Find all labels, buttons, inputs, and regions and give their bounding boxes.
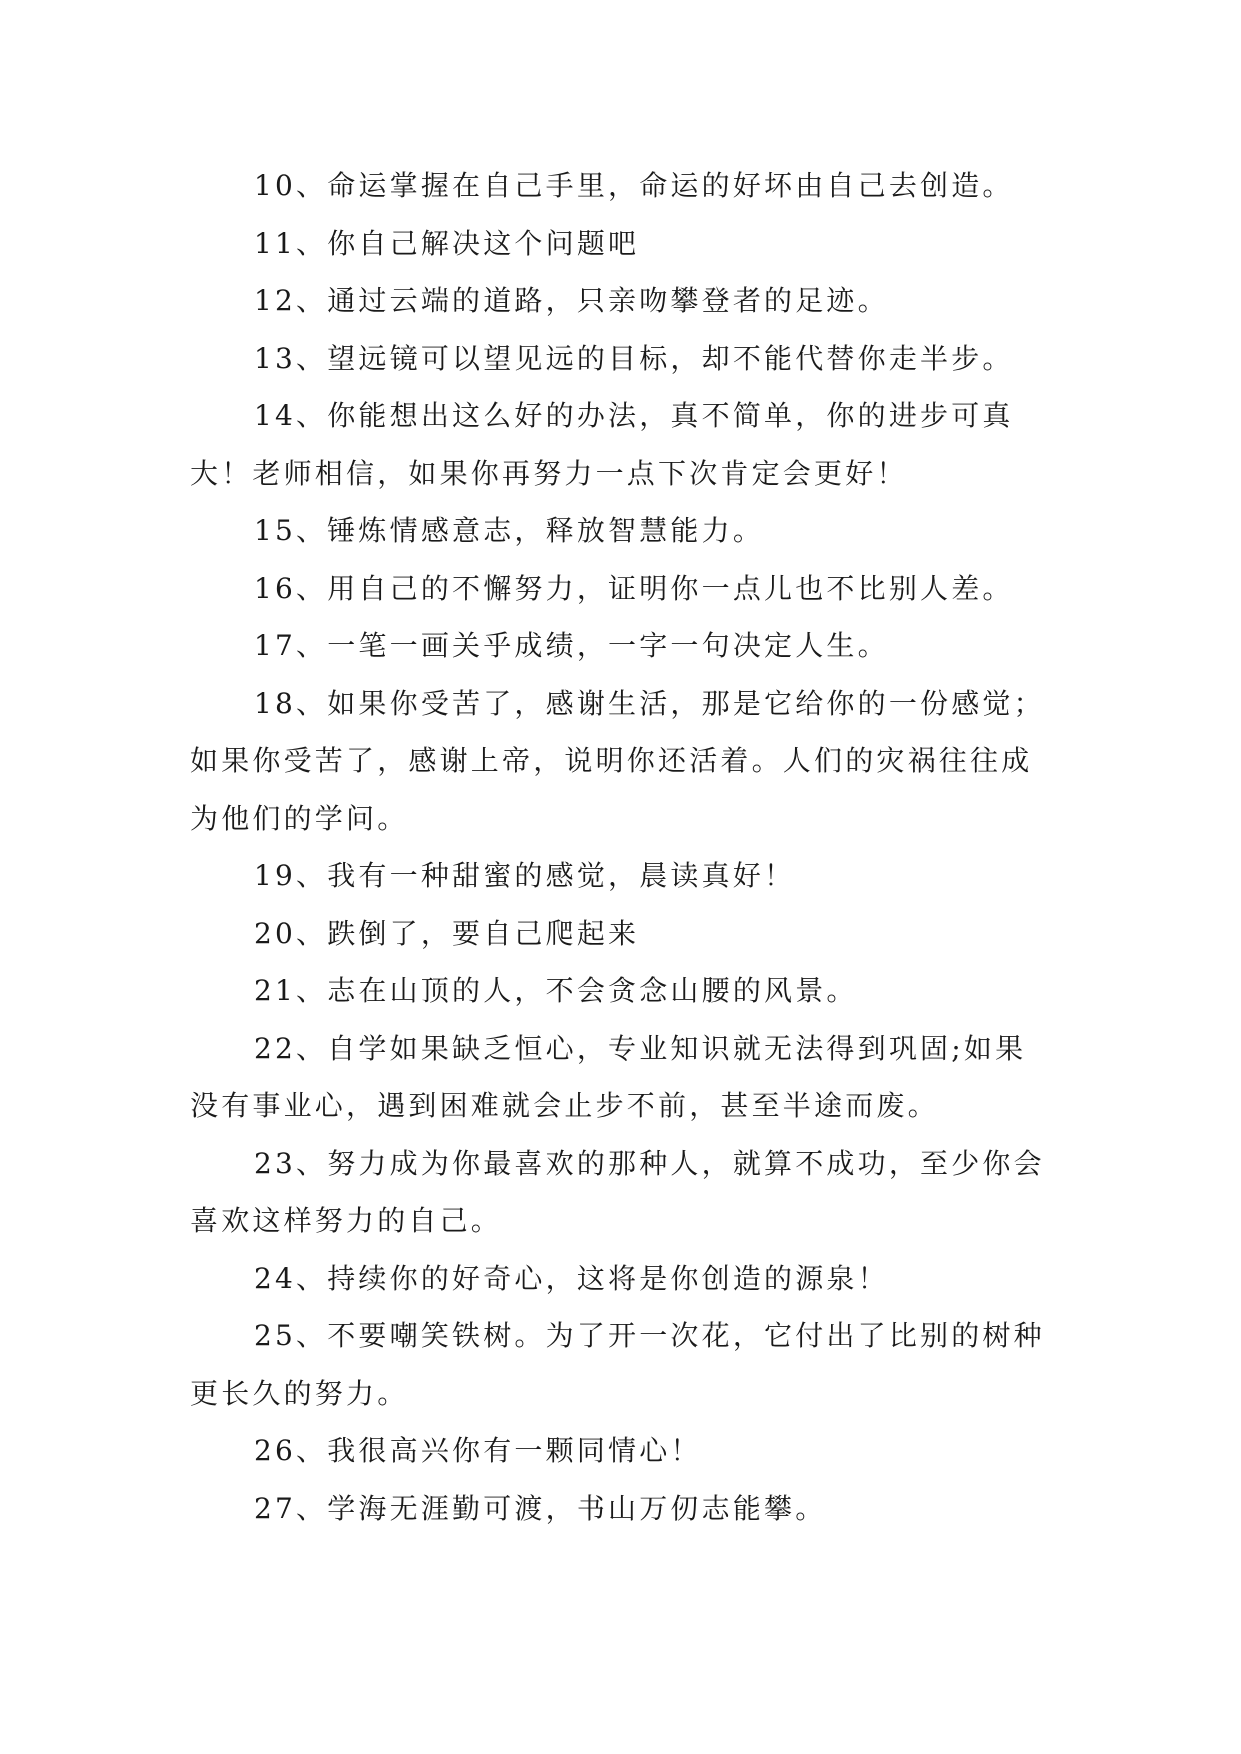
paragraph-19: 19、我有一种甜蜜的感觉，晨读真好！ — [254, 859, 796, 892]
document-body — [190, 157, 1050, 1537]
paragraph-14: 14、你能想出这么好的办法，真不简单，你的进步可真大！老师相信，如果你再努力一点下次肯定会更好！ — [190, 399, 1014, 490]
paragraph-12: 12、通过云端的道路，只亲吻攀登者的足迹。 — [254, 284, 889, 317]
paragraph-10: 10、命运掌握在自己手里，命运的好坏由自己去创造。 — [254, 169, 1014, 202]
paragraph-27: 27、学海无涯勤可渡，书山万仞志能攀。 — [254, 1491, 827, 1525]
paragraph-16: 16、用自己的不懈努力，证明你一点儿也不比别人差。 — [254, 571, 1014, 605]
paragraph-20: 20、跌倒了，要自己爬起来 — [254, 916, 640, 950]
paragraph-25: 25、不要嘲笑铁树。为了开一次花，它付出了比别的树种更长久的努力。 — [190, 1319, 1045, 1410]
paragraph-13: 13、望远镜可以望见远的目标，却不能代替你走半步。 — [254, 341, 1014, 375]
paragraph-24: 24、持续你的好奇心，这将是你创造的源泉！ — [254, 1261, 889, 1295]
paragraph-11: 11、你自己解决这个问题吧 — [254, 226, 640, 260]
paragraph-17: 17、一笔一画关乎成绩，一字一句决定人生。 — [254, 629, 889, 662]
paragraph-15: 15、锤炼情感意志，释放智慧能力。 — [254, 514, 765, 547]
paragraph-18: 18、如果你受苦了，感谢生活，那是它给你的一份感觉；如果你受苦了，感谢上帝，说明你还活着。人们的灾祸往往成为他们的学问。 — [190, 686, 1045, 835]
paragraph-23: 23、努力成为你最喜欢的那种人，就算不成功，至少你会喜欢这样努力的自己。 — [190, 1146, 1045, 1237]
paragraph-21: 21、志在山顶的人，不会贪念山腰的风景。 — [254, 974, 858, 1007]
paragraph-22: 22、自学如果缺乏恒心，专业知识就无法得到巩固;如果没有事业心，遇到困难就会止步不前，甚至半途而废。 — [190, 1031, 1027, 1122]
paragraph-26: 26、我很高兴你有一颗同情心！ — [254, 1434, 702, 1467]
